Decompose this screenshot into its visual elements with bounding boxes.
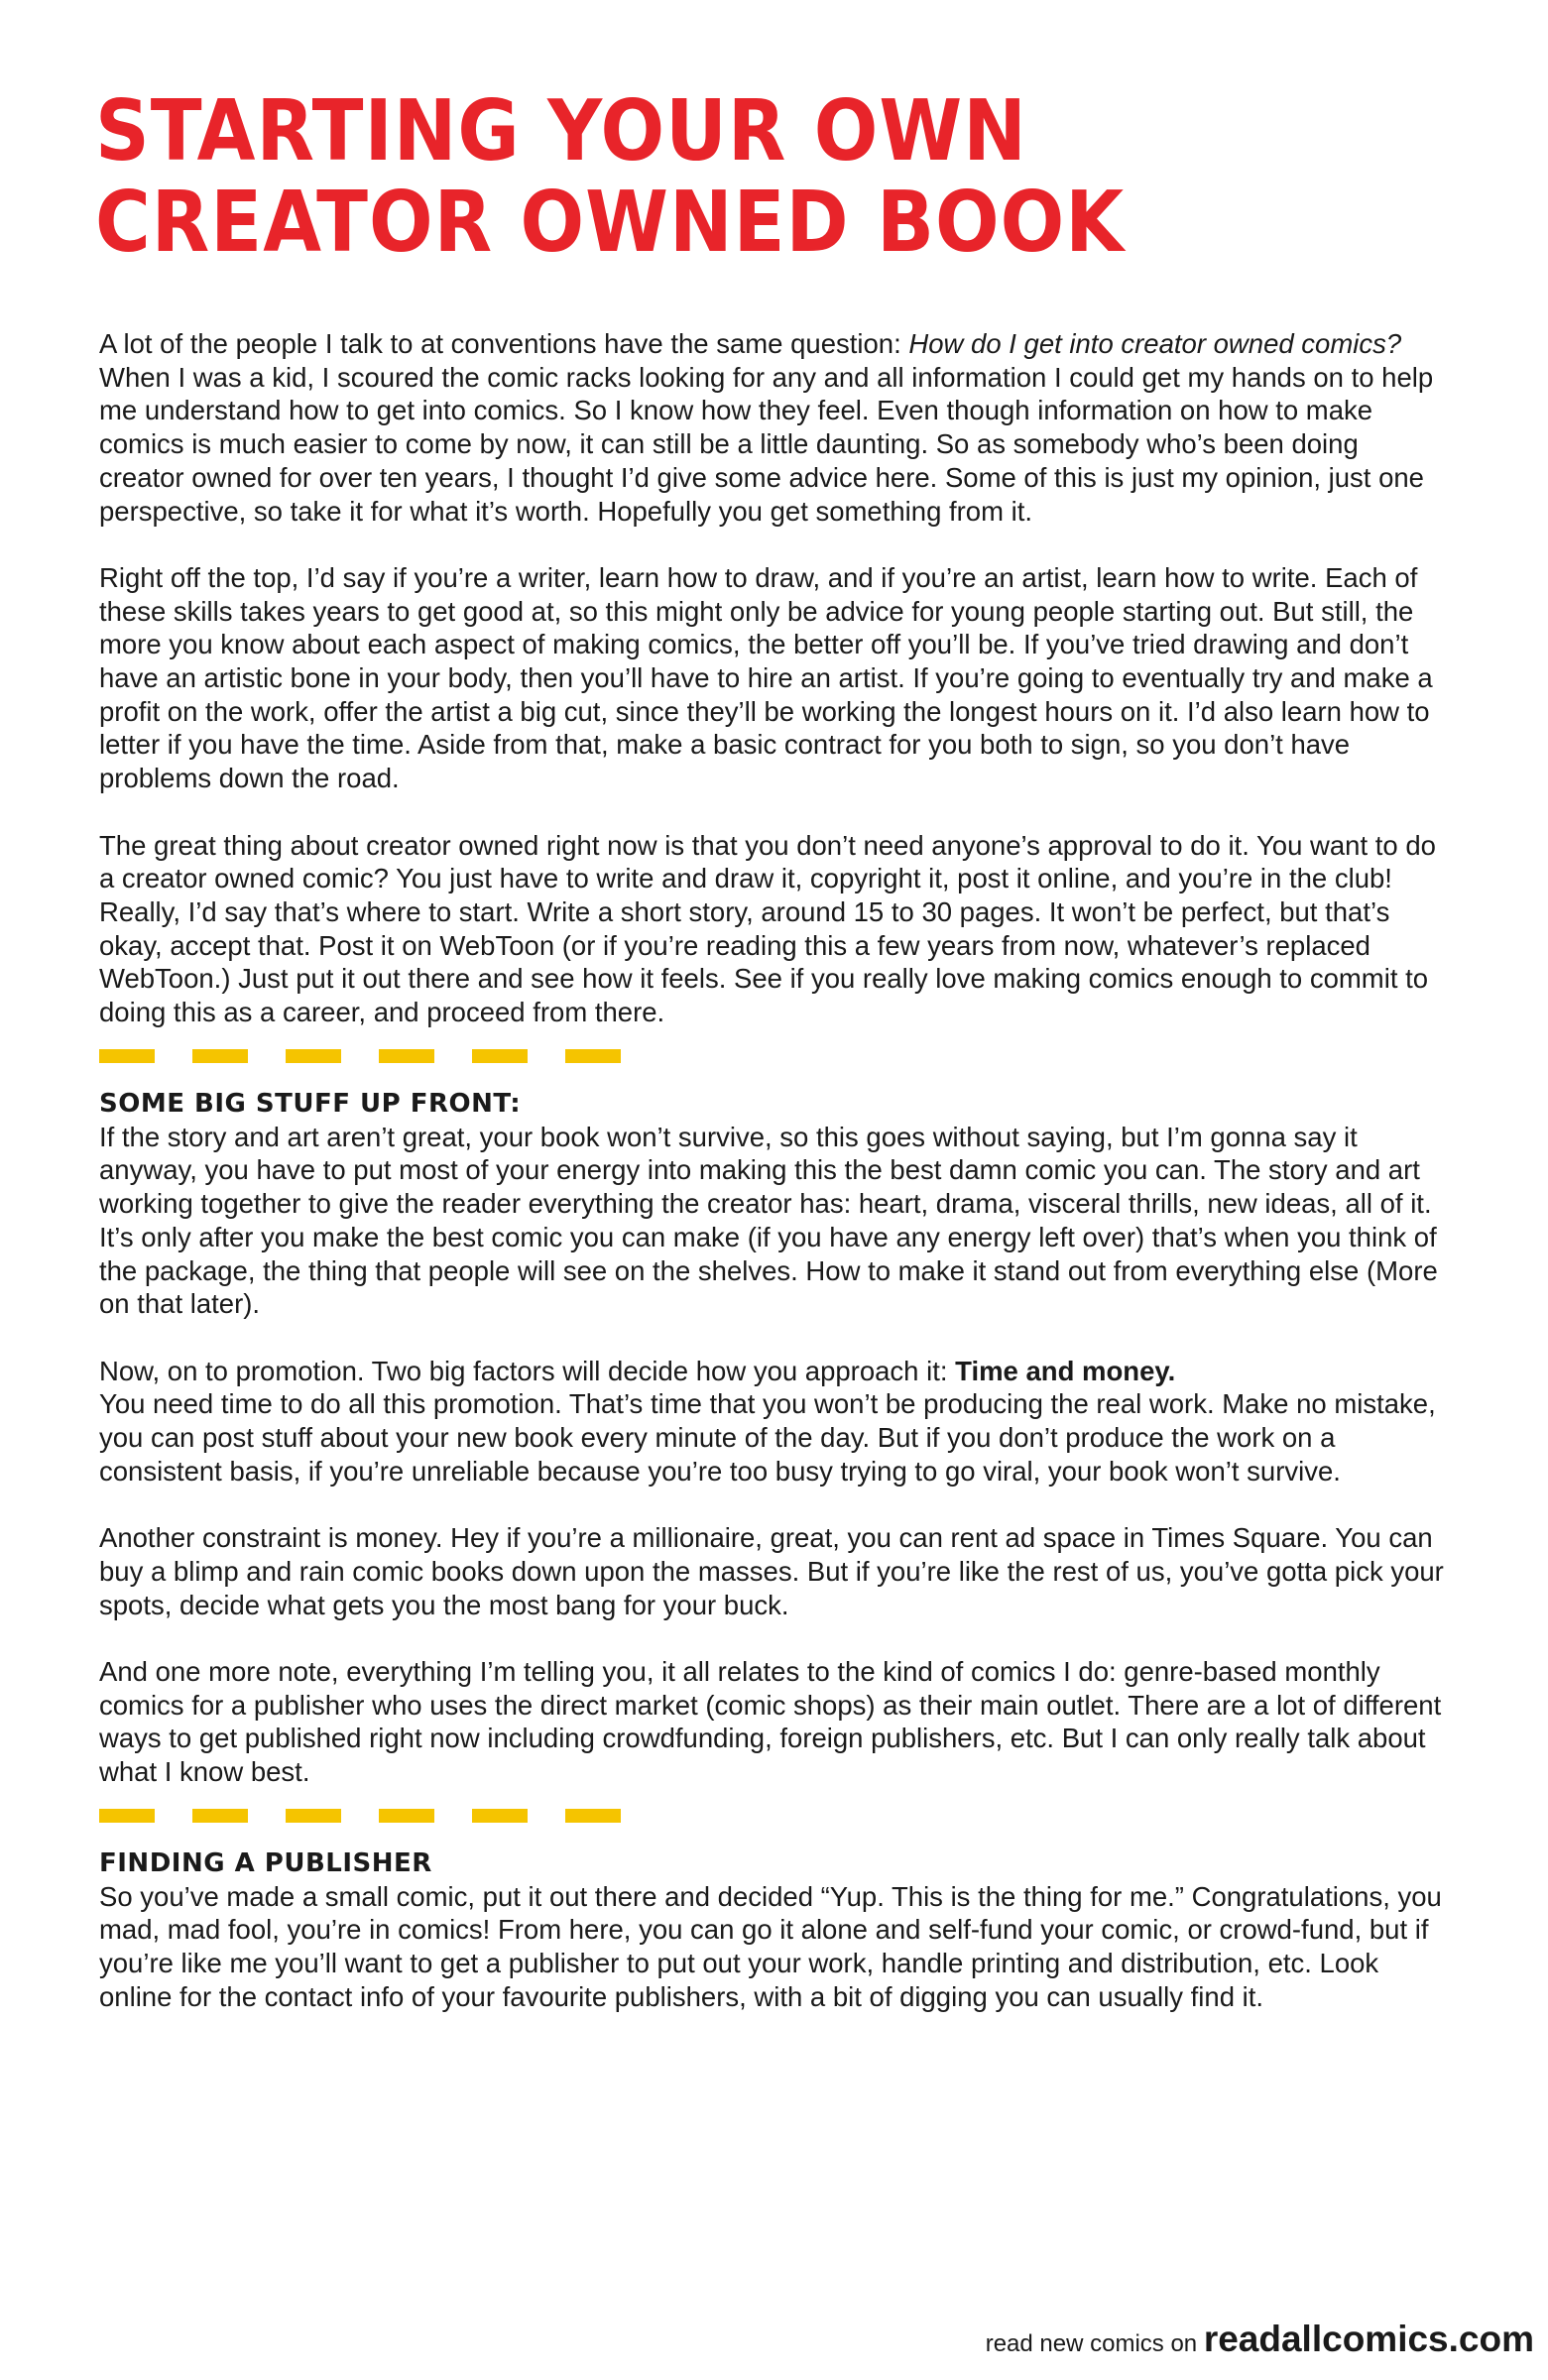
divider-dash bbox=[472, 1809, 528, 1823]
footer-site-link[interactable]: readallcomics.com bbox=[1203, 2319, 1534, 2359]
section1-p2-lead: Now, on to promotion. Two big factors will decide how you approach it: bbox=[99, 1355, 956, 1386]
section-heading-finding-publisher: FINDING A PUBLISHER bbox=[99, 1847, 432, 1878]
intro-paragraph-3: The great thing about creator owned right now is that you don’t need anyone’s approval to do it. You want to do a creator owned comic? You just have to write and draw it, copyright it, post it online, and you’re in the club! Really, I’d say that’s where to start. Write a short story, around 15 to 30 pages. It won’t be perfect, but that’s okay, accept that. Post it on WebToon (or if you’re reading this a few years from now, whatever’s replaced WebToon.) Just put it out there and see how it feels. See if you really love making comics enough to commit to doing this as a career, and proceed from there. bbox=[99, 829, 1436, 1028]
section-heading-big-stuff: SOME BIG STUFF UP FRONT: bbox=[99, 1088, 522, 1119]
intro-paragraph-1 bbox=[99, 327, 1448, 528]
intro-p1-lead: A lot of the people I talk to at conventions have the same question: bbox=[99, 328, 909, 359]
page-title bbox=[95, 80, 1126, 272]
footer-prefix: read new comics on bbox=[985, 2330, 1204, 2357]
section-divider-1 bbox=[99, 1049, 1448, 1063]
divider-dash bbox=[286, 1049, 341, 1063]
section1-p2-rest: You need time to do all this promotion. That’s time that you won’t be producing the real work. Make no mistake, you can post stuff about your new book every minute of the day. But if you don’t produce the work on a consistent basis, if you’re unreliable because you’re too busy trying to go viral, your book won’t survive. bbox=[99, 1388, 1436, 1487]
title-line-2: CREATOR OWNED BOOK bbox=[95, 172, 1126, 272]
divider-dash bbox=[379, 1809, 434, 1823]
footer-watermark bbox=[986, 2319, 1534, 2360]
divider-dash bbox=[286, 1809, 341, 1823]
divider-dash bbox=[472, 1049, 528, 1063]
divider-dash bbox=[99, 1809, 155, 1823]
section-divider-2 bbox=[99, 1809, 1448, 1823]
title-line-1: STARTING YOUR OWN bbox=[95, 80, 1027, 180]
section1-paragraph-4: And one more note, everything I’m telling you, it all relates to the kind of comics I do: genre-based monthly comics for a publisher who uses the direct market (comic shops) as their main outlet. There are a lot of different ways to get published right now including crowdfunding, foreign publishers, etc. But I can only really talk about what I know best. bbox=[99, 1655, 1442, 1788]
section1-p2-bold: Time and money. bbox=[955, 1355, 1176, 1386]
section1-paragraph-3: Another constraint is money. Hey if you’re a millionaire, great, you can rent ad space in Times Square. You can buy a blimp and rain comic books down upon the masses. But if you’re like the rest of us, you’ve gotta pick your spots, decide what gets you the most bang for your buck. bbox=[99, 1522, 1444, 1620]
divider-dash bbox=[99, 1049, 155, 1063]
divider-dash bbox=[565, 1809, 621, 1823]
section1-paragraph-1: If the story and art aren’t great, your book won’t survive, so this goes without saying, but I’m gonna say it anyway, you have to put most of your energy into making this the best damn comic you can. The story and art working together to give the reader everything the creator has: heart, drama, visceral thrills, new ideas, all of it. It’s only after you make the best comic you can make (if you have any energy left over) that’s when you think of the package, the thing that people will see on the shelves. How to make it stand out from everything else (More on that later). bbox=[99, 1121, 1438, 1320]
article-body bbox=[99, 327, 1448, 2014]
intro-p1-rest: When I was a kid, I scoured the comic racks looking for any and all information I could get my hands on to help me understand how to get into comics. So I know how they feel. Even though information on how to make comics is much easier to come by now, it can still be a little daunting. So as somebody who’s been doing creator owned for over ten years, I thought I’d give some advice here. Some of this is just my opinion, just one perspective, so take it for what it’s worth. Hopefully you get something from it. bbox=[99, 361, 1434, 527]
divider-dash bbox=[565, 1049, 621, 1063]
intro-paragraph-2: Right off the top, I’d say if you’re a writer, learn how to draw, and if you’re an artist, learn how to write. Each of these skills takes years to get good at, so this might only be advice for young people starting out. But still, the more you know about each aspect of making comics, the better off you’ll be. If you’ve tried drawing and don’t have an artistic bone in your body, then you’ll have to hire an artist. If you’re going to eventually try and make a profit on the work, offer the artist a big cut, since they’ll be working the longest hours on it. I’d also learn how to letter if you have the time. Aside from that, make a basic contract for you both to sign, so you don’t have problems down the road. bbox=[99, 561, 1433, 794]
divider-dash bbox=[192, 1809, 248, 1823]
section2-paragraph-1: So you’ve made a small comic, put it out there and decided “Yup. This is the thing for me.” Congratulations, you mad, mad fool, you’re in comics! From here, you can go it alone and self-fund your comic, or crowd-fund, but if you’re like me you’ll want to get a publisher to put out your work, handle printing and distribution, etc. Look online for the contact info of your favourite publishers, with a bit of digging you can usually find it. bbox=[99, 1880, 1442, 2012]
intro-p1-question: How do I get into creator owned comics? bbox=[908, 328, 1402, 359]
divider-dash bbox=[192, 1049, 248, 1063]
divider-dash bbox=[379, 1049, 434, 1063]
section1-paragraph-2 bbox=[99, 1355, 1448, 1488]
